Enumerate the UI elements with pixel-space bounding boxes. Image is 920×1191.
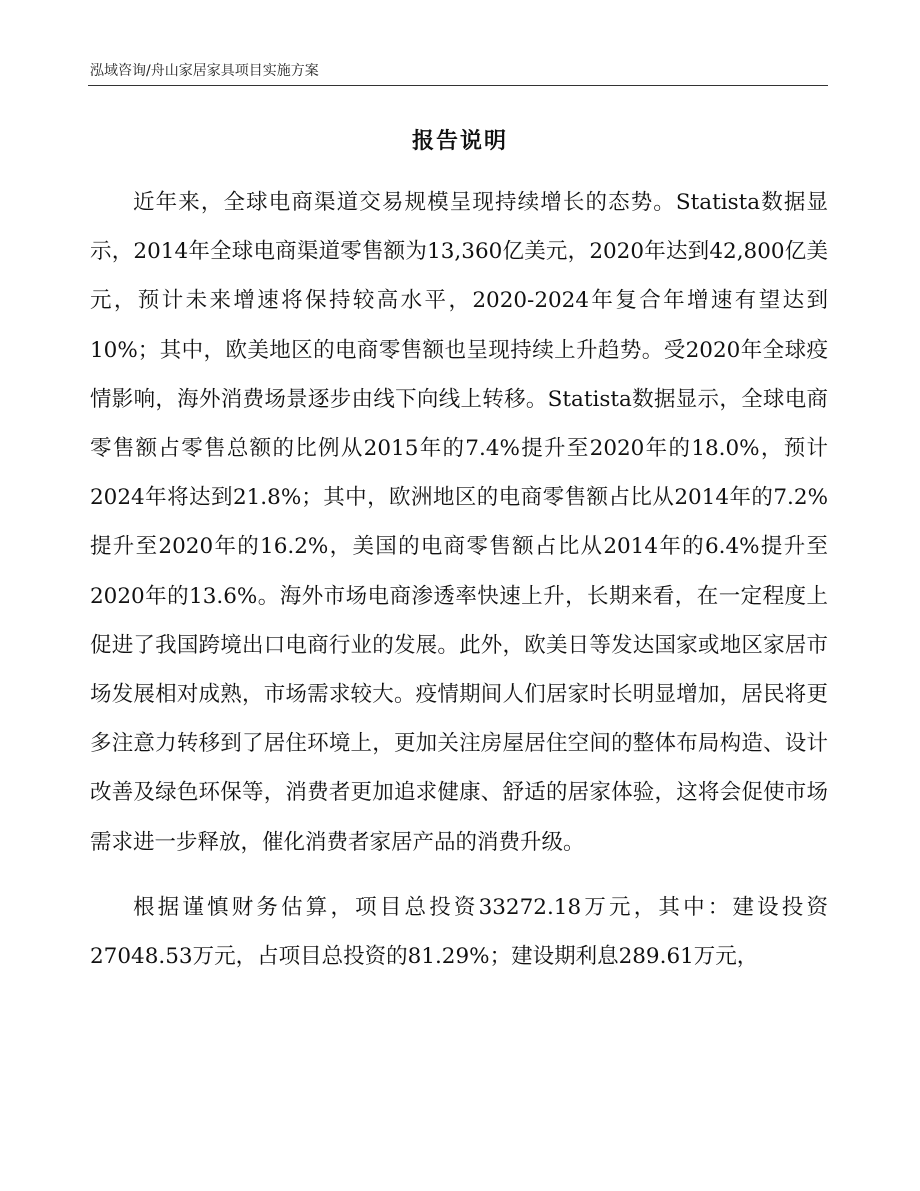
header-divider: [88, 85, 828, 86]
body-text: [90, 178, 828, 981]
paragraph-investment-estimate: 根据谨慎财务估算，项目总投资33272.18万元，其中：建设投资27048.53万元，占项目总投资的81.29%；建设期利息289.61万元，: [90, 894, 828, 970]
paragraph-market-trends: 近年来，全球电商渠道交易规模呈现持续增长的态势。Statista数据显示，2014年全球电商渠道零售额为13,360亿美元，2020年达到42,800亿美元，预计未来增速将保持较高水平，2020-2024年复合年增速有望达到10%；其中，欧美地区的电商零售额也呈现持续上升趋势。受2020年全球疫情影响，海外消费场景逐步由线下向线上转移。Statista数据显示，全球电商零售额占零售总额的比例从2015年的7.4%提升至2020年的18.0%，预计2024年将达到21.8%；其中，欧洲地区的电商零售额占比从2014年的7.2%提升至2020年的16.2%，美国的电商零售额占比从2014年的6.4%提升至2020年的13.6%。海外市场电商渗透率快速上升，长期来看，在一定程度上促进了我国跨境出口电商行业的发展。此外，欧美日等发达国家或地区家居市场发展相对成熟，市场需求较大。疫情期间人们居家时长明显增加，居民将更多注意力转移到了居住环境上，更加关注房屋居住空间的整体布局构造、设计改善及绿色环保等，消费者更加追求健康、舒适的居家体验，这将会促使市场需求进一步释放，催化消费者家居产品的消费升级。: [90, 190, 828, 855]
section-title: 报告说明: [411, 129, 508, 154]
running-header: 泓域咨询/舟山家居家具项目实施方案: [90, 63, 319, 79]
